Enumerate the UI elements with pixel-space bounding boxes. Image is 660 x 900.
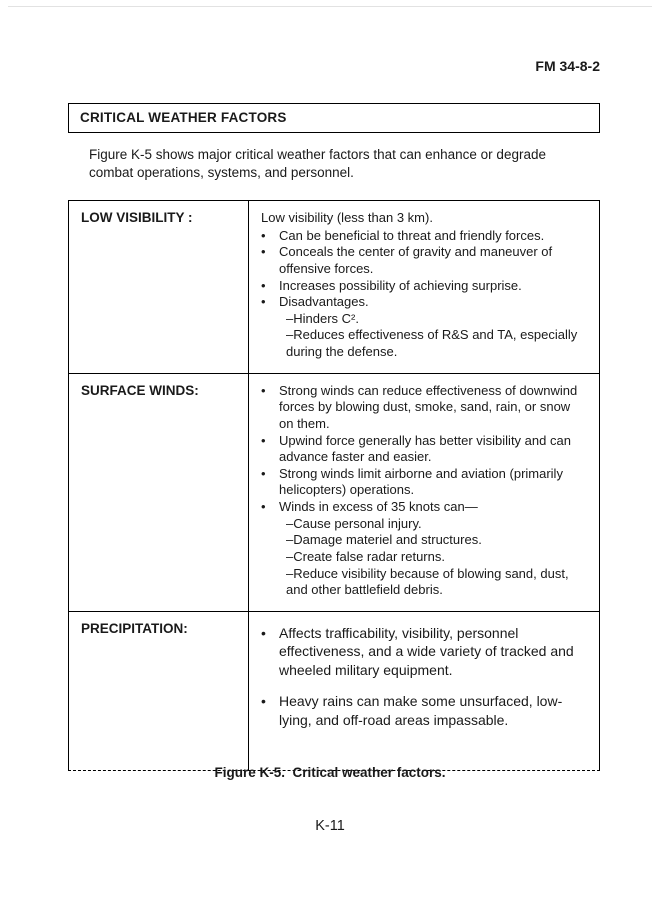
page-number: K-11 — [315, 818, 345, 834]
bullet-text: Increases possibility of achieving surprise. — [279, 277, 522, 293]
bullet-icon: • — [261, 624, 266, 641]
weather-table — [68, 200, 600, 771]
bullet-icon: • — [261, 294, 266, 310]
bullet-line — [261, 499, 587, 516]
dash-line: –Create false radar returns. — [286, 548, 445, 564]
bullet-text: Heavy rains can make some unsurfaced, low-lying, and off-road areas impassable. — [279, 693, 563, 728]
dash-line: –Reduce visibility because of blowing sand, dust, and other battlefield debris. — [286, 565, 569, 598]
bullet-line — [261, 624, 587, 679]
bullet-text: Disadvantages. — [279, 294, 369, 310]
bullet-icon: • — [261, 227, 266, 243]
dash-line: –Damage materiel and structures. — [286, 532, 482, 548]
bullet-text: Winds in excess of 35 knots can— — [279, 499, 478, 514]
bullet-text: Strong winds limit airborne and aviation (primarily helicopters) operations. — [279, 465, 563, 498]
bullet-text: Upwind force generally has better visibility and can advance faster and easier. — [279, 432, 571, 465]
row-label: PRECIPITATION: — [69, 612, 249, 770]
bullet-text: Conceals the center of gravity and maneuver of offensive forces. — [279, 244, 553, 276]
bullet-line — [261, 433, 587, 466]
bullet-icon: • — [261, 432, 266, 448]
dash-line: –Cause personal injury. — [286, 515, 422, 531]
row-label: SURFACE WINDS: — [69, 374, 249, 611]
bullet-line — [261, 244, 587, 277]
bullet-text: Can be beneficial to threat and friendly forces. — [279, 227, 545, 243]
row-content — [249, 201, 599, 373]
bullet-line — [261, 294, 587, 311]
bullet-icon: • — [261, 499, 266, 514]
bullet-icon: • — [261, 382, 266, 398]
bullet-text: Affects trafficability, visibility, personnel effectiveness, and a wide variety of tracked and wheeled military equipment. — [279, 624, 574, 678]
bullet-icon: • — [261, 244, 266, 260]
bullet-text: Strong winds can reduce effectiveness of downwind forces by blowing dust, smoke, sand, rain, or snow on them. — [279, 382, 578, 431]
bullet-line — [261, 466, 587, 499]
bullet-line — [261, 278, 587, 295]
section-title-box — [68, 103, 600, 133]
intro-paragraph: Figure K-5 shows major critical weather factors that can enhance or degrade combat operations, systems, and personnel. — [89, 147, 546, 180]
bullet-icon: • — [261, 693, 266, 710]
section-title: CRITICAL WEATHER FACTORS — [80, 110, 287, 125]
bullet-icon: • — [261, 465, 266, 481]
bullet-icon: • — [261, 277, 266, 293]
table-row — [69, 201, 599, 374]
row-content — [249, 374, 599, 611]
plain-line: Low visibility (less than 3 km). — [261, 210, 433, 225]
dash-line: –Reduces effectiveness of R&S and TA, especially during the defense. — [286, 327, 578, 359]
dash-line: –Hinders C². — [286, 310, 359, 326]
bullet-line — [261, 383, 587, 433]
figure-caption: Figure K-5. Critical weather factors. — [214, 765, 446, 780]
table-row — [69, 612, 599, 770]
row-content — [249, 612, 599, 770]
row-label: LOW VISIBILITY : — [69, 201, 249, 373]
page-top-rule — [8, 6, 652, 7]
bullet-line — [261, 228, 587, 245]
doc-reference: FM 34-8-2 — [535, 58, 600, 74]
bullet-line — [261, 692, 587, 729]
table-row — [69, 374, 599, 612]
